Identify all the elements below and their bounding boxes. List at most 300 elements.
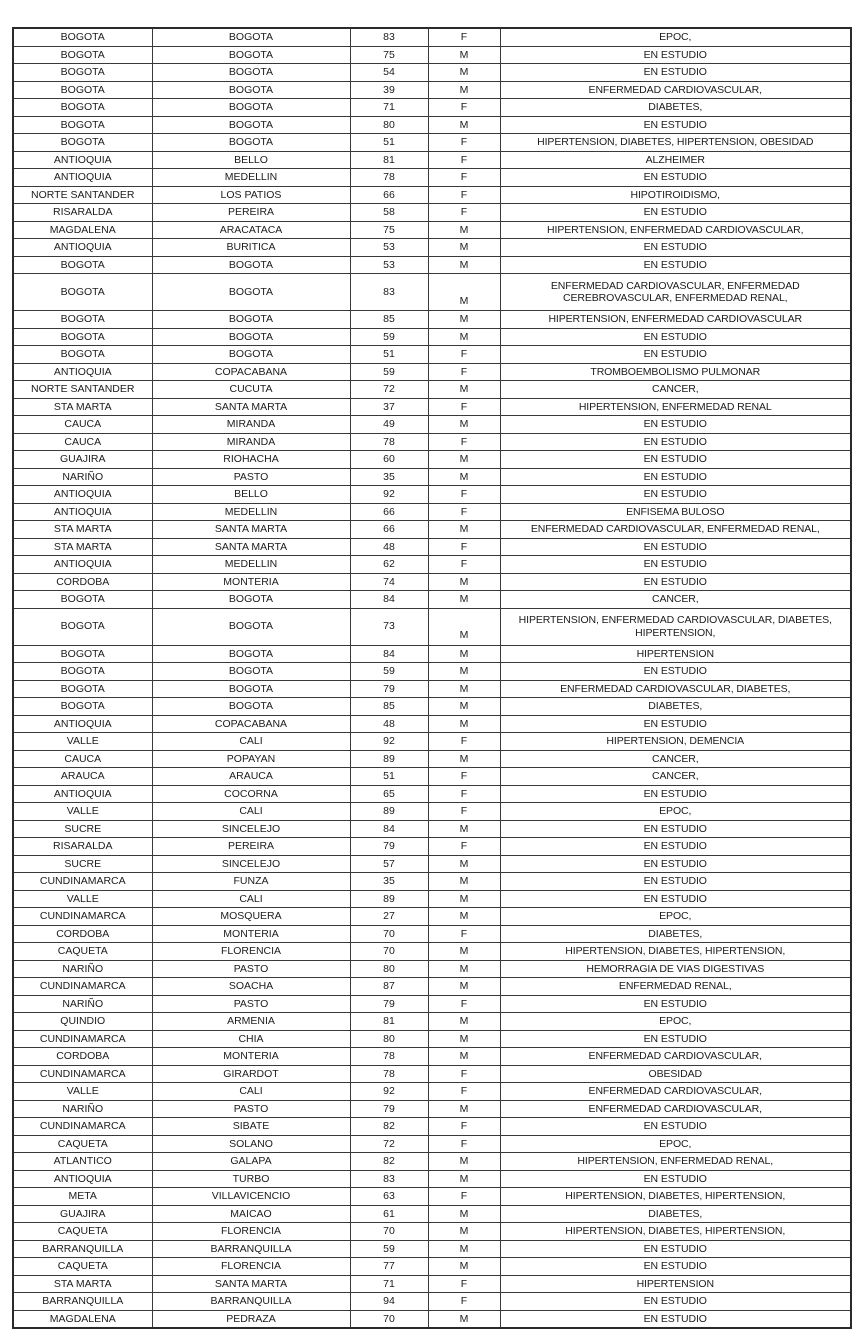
cell-city: BOGOTA <box>152 663 350 681</box>
cell-sex: M <box>428 381 500 399</box>
table-row <box>13 116 851 134</box>
cell-sex: M <box>428 274 500 311</box>
cell-city: MOSQUERA <box>152 908 350 926</box>
table-row <box>13 785 851 803</box>
cell-sex: M <box>428 943 500 961</box>
cell-diagnosis: ALZHEIMER <box>500 151 851 169</box>
table-row <box>13 1258 851 1276</box>
cell-department: CUNDINAMARCA <box>13 873 152 891</box>
table-row <box>13 486 851 504</box>
cell-department: STA MARTA <box>13 398 152 416</box>
cell-city: CUCUTA <box>152 381 350 399</box>
table-row <box>13 1083 851 1101</box>
cell-city: SOLANO <box>152 1135 350 1153</box>
table-row <box>13 64 851 82</box>
cell-city: FLORENCIA <box>152 1223 350 1241</box>
cell-diagnosis: EN ESTUDIO <box>500 1170 851 1188</box>
table-row <box>13 381 851 399</box>
cell-age: 84 <box>350 820 428 838</box>
table-row <box>13 943 851 961</box>
cell-city: SANTA MARTA <box>152 521 350 539</box>
cell-city: BOGOTA <box>152 99 350 117</box>
cell-diagnosis: EN ESTUDIO <box>500 538 851 556</box>
cell-sex: F <box>428 169 500 187</box>
cell-diagnosis: ENFERMEDAD CARDIOVASCULAR, ENFERMEDAD CEREBROVASCULAR, ENFERMEDAD RENAL, <box>500 274 851 311</box>
table-row <box>13 768 851 786</box>
cell-department: CUNDINAMARCA <box>13 1118 152 1136</box>
cell-age: 81 <box>350 1013 428 1031</box>
cell-sex: M <box>428 978 500 996</box>
cell-diagnosis: HEMORRAGIA DE VIAS DIGESTIVAS <box>500 960 851 978</box>
table-row <box>13 960 851 978</box>
cell-city: MAICAO <box>152 1205 350 1223</box>
table-row <box>13 1030 851 1048</box>
cell-city: BOGOTA <box>152 328 350 346</box>
cell-department: NARIÑO <box>13 960 152 978</box>
table-row <box>13 803 851 821</box>
cell-age: 78 <box>350 169 428 187</box>
cell-city: BOGOTA <box>152 134 350 152</box>
cell-department: BOGOTA <box>13 346 152 364</box>
cell-age: 92 <box>350 1083 428 1101</box>
cell-city: BOGOTA <box>152 608 350 645</box>
cell-diagnosis: EN ESTUDIO <box>500 1258 851 1276</box>
cell-age: 57 <box>350 855 428 873</box>
cell-department: RISARALDA <box>13 204 152 222</box>
table-row <box>13 1170 851 1188</box>
cell-city: SOACHA <box>152 978 350 996</box>
cell-diagnosis: ENFERMEDAD RENAL, <box>500 978 851 996</box>
table-row <box>13 468 851 486</box>
cell-sex: F <box>428 556 500 574</box>
table-row <box>13 698 851 716</box>
cell-department: BOGOTA <box>13 608 152 645</box>
cell-department: RISARALDA <box>13 838 152 856</box>
cell-diagnosis: DIABETES, <box>500 925 851 943</box>
cell-diagnosis: EN ESTUDIO <box>500 715 851 733</box>
cell-sex: F <box>428 99 500 117</box>
table-row <box>13 1188 851 1206</box>
table-row <box>13 538 851 556</box>
cell-city: SINCELEJO <box>152 820 350 838</box>
cell-city: COCORNA <box>152 785 350 803</box>
cell-city: BOGOTA <box>152 64 350 82</box>
cell-age: 61 <box>350 1205 428 1223</box>
cell-sex: M <box>428 1258 500 1276</box>
cell-department: CUNDINAMARCA <box>13 1030 152 1048</box>
cell-age: 89 <box>350 803 428 821</box>
cell-age: 27 <box>350 908 428 926</box>
cell-department: NARIÑO <box>13 1100 152 1118</box>
cell-sex: M <box>428 1170 500 1188</box>
cell-city: BURITICA <box>152 239 350 257</box>
cell-sex: F <box>428 503 500 521</box>
cell-sex: M <box>428 820 500 838</box>
table-row <box>13 556 851 574</box>
cell-diagnosis: HIPERTENSION, DIABETES, HIPERTENSION, OBESIDAD <box>500 134 851 152</box>
cell-city: COPACABANA <box>152 715 350 733</box>
cell-diagnosis: CANCER, <box>500 768 851 786</box>
cell-diagnosis: EN ESTUDIO <box>500 820 851 838</box>
cell-age: 81 <box>350 151 428 169</box>
cell-diagnosis: DIABETES, <box>500 698 851 716</box>
cell-age: 75 <box>350 46 428 64</box>
table-row <box>13 1100 851 1118</box>
cell-age: 89 <box>350 750 428 768</box>
cell-sex: F <box>428 538 500 556</box>
cell-sex: M <box>428 591 500 609</box>
cell-city: GALAPA <box>152 1153 350 1171</box>
cell-department: CAQUETA <box>13 1258 152 1276</box>
cell-department: BOGOTA <box>13 311 152 329</box>
cell-department: QUINDIO <box>13 1013 152 1031</box>
cell-sex: F <box>428 363 500 381</box>
cell-age: 35 <box>350 468 428 486</box>
cell-age: 53 <box>350 239 428 257</box>
cell-department: ANTIOQUIA <box>13 1170 152 1188</box>
cell-age: 83 <box>350 28 428 46</box>
cell-diagnosis: EN ESTUDIO <box>500 433 851 451</box>
cell-age: 60 <box>350 451 428 469</box>
cell-department: VALLE <box>13 1083 152 1101</box>
cell-diagnosis: EN ESTUDIO <box>500 328 851 346</box>
table-row <box>13 204 851 222</box>
cell-city: MONTERIA <box>152 925 350 943</box>
cell-city: SINCELEJO <box>152 855 350 873</box>
cell-diagnosis: EN ESTUDIO <box>500 468 851 486</box>
cell-sex: M <box>428 1100 500 1118</box>
cell-department: STA MARTA <box>13 1275 152 1293</box>
cell-sex: M <box>428 521 500 539</box>
cell-sex: M <box>428 1205 500 1223</box>
cell-sex: F <box>428 1275 500 1293</box>
table-row <box>13 99 851 117</box>
table-row <box>13 151 851 169</box>
cell-city: CALI <box>152 803 350 821</box>
cell-diagnosis: EN ESTUDIO <box>500 1310 851 1328</box>
cell-age: 94 <box>350 1293 428 1311</box>
cell-sex: M <box>428 416 500 434</box>
cell-age: 80 <box>350 1030 428 1048</box>
table-row <box>13 521 851 539</box>
cell-diagnosis: EN ESTUDIO <box>500 64 851 82</box>
cell-diagnosis: CANCER, <box>500 381 851 399</box>
cell-department: VALLE <box>13 733 152 751</box>
cell-age: 79 <box>350 838 428 856</box>
cell-department: NORTE SANTANDER <box>13 381 152 399</box>
cell-city: BARRANQUILLA <box>152 1240 350 1258</box>
cell-department: ANTIOQUIA <box>13 715 152 733</box>
patient-table-body <box>13 28 851 1328</box>
table-row <box>13 873 851 891</box>
table-row <box>13 81 851 99</box>
cell-city: BOGOTA <box>152 274 350 311</box>
cell-age: 72 <box>350 1135 428 1153</box>
cell-sex: M <box>428 451 500 469</box>
cell-department: CORDOBA <box>13 925 152 943</box>
cell-city: BELLO <box>152 486 350 504</box>
cell-diagnosis: EN ESTUDIO <box>500 451 851 469</box>
cell-city: BARRANQUILLA <box>152 1293 350 1311</box>
cell-city: SANTA MARTA <box>152 538 350 556</box>
cell-diagnosis: HIPOTIROIDISMO, <box>500 186 851 204</box>
cell-sex: M <box>428 908 500 926</box>
cell-department: BOGOTA <box>13 698 152 716</box>
cell-age: 80 <box>350 960 428 978</box>
cell-age: 58 <box>350 204 428 222</box>
cell-city: ARACATACA <box>152 221 350 239</box>
cell-diagnosis: HIPERTENSION, DIABETES, HIPERTENSION, <box>500 1223 851 1241</box>
cell-city: LOS PATIOS <box>152 186 350 204</box>
cell-diagnosis: EN ESTUDIO <box>500 204 851 222</box>
cell-age: 63 <box>350 1188 428 1206</box>
cell-diagnosis: DIABETES, <box>500 1205 851 1223</box>
cell-age: 35 <box>350 873 428 891</box>
cell-diagnosis: EN ESTUDIO <box>500 556 851 574</box>
table-row <box>13 1048 851 1066</box>
cell-diagnosis: HIPERTENSION, DIABETES, HIPERTENSION, <box>500 943 851 961</box>
cell-department: ANTIOQUIA <box>13 785 152 803</box>
table-row <box>13 1310 851 1328</box>
table-row <box>13 855 851 873</box>
cell-city: BOGOTA <box>152 28 350 46</box>
cell-department: META <box>13 1188 152 1206</box>
table-row <box>13 451 851 469</box>
cell-diagnosis: EPOC, <box>500 1135 851 1153</box>
cell-sex: F <box>428 28 500 46</box>
table-row <box>13 1223 851 1241</box>
cell-city: PEDRAZA <box>152 1310 350 1328</box>
cell-sex: F <box>428 995 500 1013</box>
cell-diagnosis: EN ESTUDIO <box>500 1118 851 1136</box>
cell-sex: M <box>428 1223 500 1241</box>
cell-department: MAGDALENA <box>13 1310 152 1328</box>
cell-department: GUAJIRA <box>13 1205 152 1223</box>
cell-diagnosis: EN ESTUDIO <box>500 256 851 274</box>
cell-age: 70 <box>350 1223 428 1241</box>
cell-city: PASTO <box>152 1100 350 1118</box>
cell-department: VALLE <box>13 890 152 908</box>
table-row <box>13 169 851 187</box>
cell-city: PEREIRA <box>152 204 350 222</box>
cell-age: 85 <box>350 698 428 716</box>
cell-department: BARRANQUILLA <box>13 1240 152 1258</box>
cell-sex: M <box>428 64 500 82</box>
cell-diagnosis: ENFERMEDAD CARDIOVASCULAR, <box>500 1083 851 1101</box>
cell-age: 74 <box>350 573 428 591</box>
cell-diagnosis: ENFERMEDAD CARDIOVASCULAR, <box>500 1048 851 1066</box>
cell-city: ARMENIA <box>152 1013 350 1031</box>
cell-age: 87 <box>350 978 428 996</box>
cell-sex: F <box>428 204 500 222</box>
cell-diagnosis: EN ESTUDIO <box>500 873 851 891</box>
cell-city: MEDELLIN <box>152 556 350 574</box>
cell-city: PASTO <box>152 960 350 978</box>
cell-department: ATLANTICO <box>13 1153 152 1171</box>
table-row <box>13 1293 851 1311</box>
cell-sex: F <box>428 1083 500 1101</box>
table-row <box>13 311 851 329</box>
cell-age: 70 <box>350 943 428 961</box>
table-row <box>13 416 851 434</box>
cell-city: BOGOTA <box>152 346 350 364</box>
cell-sex: F <box>428 733 500 751</box>
table-row <box>13 663 851 681</box>
cell-city: BOGOTA <box>152 116 350 134</box>
cell-age: 78 <box>350 1048 428 1066</box>
cell-sex: F <box>428 925 500 943</box>
cell-city: POPAYAN <box>152 750 350 768</box>
cell-diagnosis: EN ESTUDIO <box>500 855 851 873</box>
cell-sex: M <box>428 645 500 663</box>
table-row <box>13 256 851 274</box>
table-row <box>13 239 851 257</box>
cell-diagnosis: ENFERMEDAD CARDIOVASCULAR, <box>500 1100 851 1118</box>
cell-age: 51 <box>350 134 428 152</box>
cell-department: CUNDINAMARCA <box>13 978 152 996</box>
cell-department: BOGOTA <box>13 256 152 274</box>
cell-sex: M <box>428 855 500 873</box>
cell-department: BOGOTA <box>13 99 152 117</box>
cell-department: BARRANQUILLA <box>13 1293 152 1311</box>
cell-diagnosis: TROMBOEMBOLISMO PULMONAR <box>500 363 851 381</box>
cell-age: 79 <box>350 1100 428 1118</box>
cell-age: 82 <box>350 1118 428 1136</box>
cell-department: BOGOTA <box>13 134 152 152</box>
cell-diagnosis: EPOC, <box>500 28 851 46</box>
cell-department: BOGOTA <box>13 116 152 134</box>
cell-department: BOGOTA <box>13 81 152 99</box>
cell-city: CALI <box>152 733 350 751</box>
patient-data-table <box>12 27 852 1329</box>
cell-department: SUCRE <box>13 820 152 838</box>
table-row <box>13 925 851 943</box>
cell-diagnosis: EN ESTUDIO <box>500 416 851 434</box>
cell-city: CALI <box>152 890 350 908</box>
table-row <box>13 1153 851 1171</box>
cell-diagnosis: EN ESTUDIO <box>500 1240 851 1258</box>
cell-sex: F <box>428 433 500 451</box>
cell-sex: M <box>428 1240 500 1258</box>
cell-age: 48 <box>350 715 428 733</box>
table-row <box>13 28 851 46</box>
cell-diagnosis: EN ESTUDIO <box>500 486 851 504</box>
table-row <box>13 890 851 908</box>
cell-age: 51 <box>350 768 428 786</box>
cell-diagnosis: EN ESTUDIO <box>500 890 851 908</box>
cell-diagnosis: EN ESTUDIO <box>500 116 851 134</box>
cell-sex: F <box>428 1188 500 1206</box>
cell-age: 84 <box>350 645 428 663</box>
cell-age: 39 <box>350 81 428 99</box>
cell-city: BOGOTA <box>152 680 350 698</box>
cell-sex: M <box>428 221 500 239</box>
cell-age: 53 <box>350 256 428 274</box>
table-row <box>13 750 851 768</box>
cell-department: CAQUETA <box>13 943 152 961</box>
cell-department: BOGOTA <box>13 274 152 311</box>
cell-sex: M <box>428 328 500 346</box>
cell-diagnosis: EN ESTUDIO <box>500 46 851 64</box>
cell-sex: F <box>428 1135 500 1153</box>
cell-sex: F <box>428 1293 500 1311</box>
cell-department: SUCRE <box>13 855 152 873</box>
cell-department: BOGOTA <box>13 64 152 82</box>
cell-diagnosis: HIPERTENSION, ENFERMEDAD CARDIOVASCULAR, DIABETES, HIPERTENSION, <box>500 608 851 645</box>
cell-city: TURBO <box>152 1170 350 1188</box>
cell-department: STA MARTA <box>13 521 152 539</box>
cell-diagnosis: CANCER, <box>500 750 851 768</box>
cell-age: 66 <box>350 521 428 539</box>
table-row <box>13 995 851 1013</box>
cell-sex: M <box>428 1013 500 1031</box>
table-row <box>13 645 851 663</box>
cell-diagnosis: EPOC, <box>500 908 851 926</box>
cell-city: BELLO <box>152 151 350 169</box>
cell-city: FLORENCIA <box>152 1258 350 1276</box>
cell-department: CAUCA <box>13 416 152 434</box>
cell-sex: M <box>428 1030 500 1048</box>
cell-diagnosis: HIPERTENSION, ENFERMEDAD RENAL, <box>500 1153 851 1171</box>
cell-age: 71 <box>350 1275 428 1293</box>
cell-sex: M <box>428 960 500 978</box>
table-row <box>13 134 851 152</box>
cell-diagnosis: HIPERTENSION, ENFERMEDAD CARDIOVASCULAR <box>500 311 851 329</box>
table-row <box>13 1135 851 1153</box>
table-row <box>13 608 851 645</box>
cell-department: MAGDALENA <box>13 221 152 239</box>
cell-sex: M <box>428 311 500 329</box>
cell-diagnosis: EPOC, <box>500 803 851 821</box>
cell-diagnosis: EN ESTUDIO <box>500 346 851 364</box>
table-row <box>13 274 851 311</box>
cell-department: CAUCA <box>13 433 152 451</box>
cell-age: 77 <box>350 1258 428 1276</box>
cell-department: CAQUETA <box>13 1135 152 1153</box>
cell-sex: M <box>428 239 500 257</box>
cell-diagnosis: HIPERTENSION <box>500 645 851 663</box>
table-row <box>13 838 851 856</box>
cell-city: SANTA MARTA <box>152 1275 350 1293</box>
cell-city: PASTO <box>152 995 350 1013</box>
cell-department: CORDOBA <box>13 1048 152 1066</box>
cell-department: VALLE <box>13 803 152 821</box>
cell-department: CORDOBA <box>13 573 152 591</box>
cell-sex: M <box>428 873 500 891</box>
cell-department: NARIÑO <box>13 468 152 486</box>
cell-diagnosis: EN ESTUDIO <box>500 1293 851 1311</box>
cell-age: 70 <box>350 1310 428 1328</box>
cell-department: BOGOTA <box>13 328 152 346</box>
cell-department: NARIÑO <box>13 995 152 1013</box>
table-row <box>13 573 851 591</box>
cell-department: ANTIOQUIA <box>13 169 152 187</box>
cell-diagnosis: HIPERTENSION, DEMENCIA <box>500 733 851 751</box>
cell-city: CALI <box>152 1083 350 1101</box>
cell-city: BOGOTA <box>152 81 350 99</box>
table-row <box>13 680 851 698</box>
cell-department: BOGOTA <box>13 28 152 46</box>
cell-department: BOGOTA <box>13 645 152 663</box>
cell-diagnosis: HIPERTENSION <box>500 1275 851 1293</box>
cell-diagnosis: EN ESTUDIO <box>500 169 851 187</box>
cell-sex: F <box>428 398 500 416</box>
table-row <box>13 503 851 521</box>
cell-diagnosis: HIPERTENSION, ENFERMEDAD CARDIOVASCULAR, <box>500 221 851 239</box>
cell-diagnosis: ENFISEMA BULOSO <box>500 503 851 521</box>
cell-sex: F <box>428 1065 500 1083</box>
cell-city: GIRARDOT <box>152 1065 350 1083</box>
